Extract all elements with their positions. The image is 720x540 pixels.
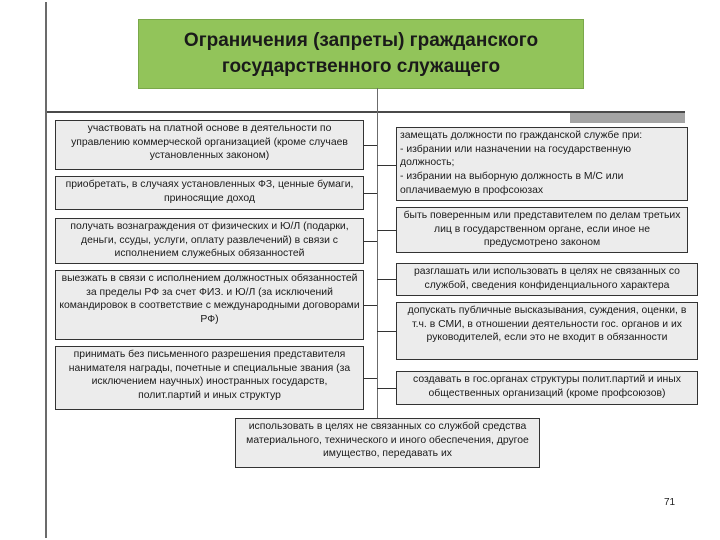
right-connector-1 xyxy=(377,165,396,166)
right-connector-4 xyxy=(377,331,396,332)
left-vertical-rule xyxy=(45,2,47,538)
decorative-bar xyxy=(570,113,685,123)
right-item-4: допускать публичные высказывания, суждения, оценки, в т.ч. в СМИ, в отношении деятельности гос. органов и их руководителей, если это не входит в обязанности xyxy=(396,302,698,360)
left-item-2: приобретать, в случаях установленных ФЗ, ценные бумаги, приносящие доход xyxy=(55,176,364,210)
left-item-3: получать вознаграждения от физических и Ю/Л (подарки, деньги, ссуды, услуги, оплату развлечений) в связи с исполнением служебных обязанностей xyxy=(55,218,364,264)
right-item-2: быть поверенным или представителем по делам третьих лиц в государственном органе, если иное не предусмотрено законом xyxy=(396,207,688,253)
left-connector-2 xyxy=(364,193,377,194)
central-spine xyxy=(377,88,378,418)
right-item-5: создавать в гос.органах структуры полит.партий и иных общественных организаций (кроме профсоюзов) xyxy=(396,371,698,405)
left-connector-3 xyxy=(364,241,377,242)
right-item-3: разглашать или использовать в целях не связанных со службой, сведения конфиденциального характера xyxy=(396,263,698,296)
right-connector-3 xyxy=(377,279,396,280)
left-connector-4 xyxy=(364,305,377,306)
diagram-title: Ограничения (запреты) гражданского государственного служащего xyxy=(138,19,584,89)
right-connector-5 xyxy=(377,388,396,389)
left-connector-5 xyxy=(364,378,377,379)
bottom-item: использовать в целях не связанных со службой средства материального, технического и иного обеспечения, другое имущество, передавать их xyxy=(235,418,540,468)
page-number: 71 xyxy=(664,497,676,508)
left-item-1: участвовать на платной основе в деятельности по управлению коммерческой организацией (кроме случаев установленных законом) xyxy=(55,120,364,170)
left-item-5: принимать без письменного разрешения представителя нанимателя награды, почетные и специальные звания (за исключением научных) иностранных государств, полит.партий и иных структур xyxy=(55,346,364,410)
right-connector-2 xyxy=(377,230,396,231)
right-item-1: замещать должности по гражданской службе при: - избрании или назначении на государственную должность; - избрании на выборную должность в М/С или оплачиваемую в профсоюзах xyxy=(396,127,688,201)
left-connector-1 xyxy=(364,145,377,146)
left-item-4: выезжать в связи с исполнением должностных обязанностей за пределы РФ за счет ФИЗ. и Ю/Л (за исключений командировок в соответствие с международными договорами РФ) xyxy=(55,270,364,340)
